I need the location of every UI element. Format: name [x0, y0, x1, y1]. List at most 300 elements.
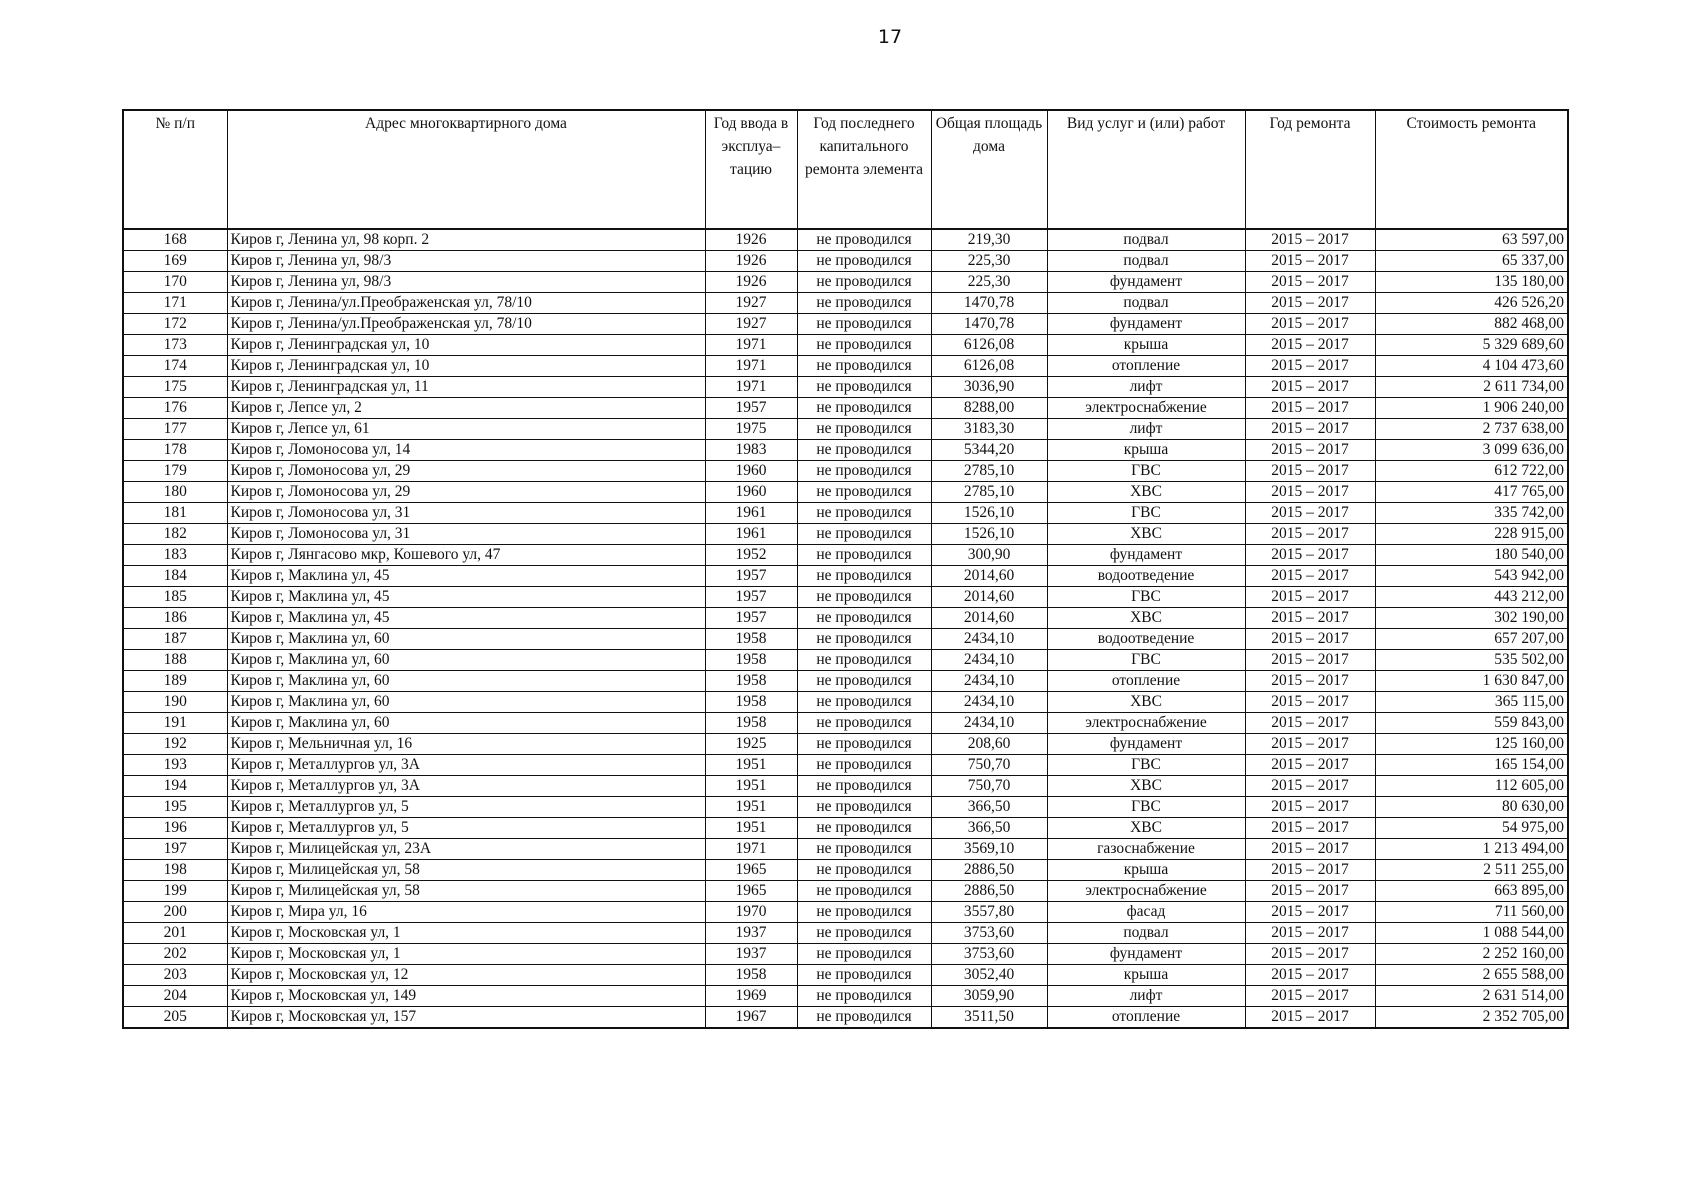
cell-work-type: ХВС [1047, 608, 1245, 629]
cell-cost: 559 843,00 [1375, 713, 1568, 734]
cell-year-built: 1957 [705, 608, 797, 629]
cell-year-built: 1961 [705, 503, 797, 524]
table-row [123, 356, 1568, 377]
cell-cost: 1 088 544,00 [1375, 923, 1568, 944]
cell-cost: 1 213 494,00 [1375, 839, 1568, 860]
cell-area: 1470,78 [931, 314, 1047, 335]
cell-cost: 2 611 734,00 [1375, 377, 1568, 398]
cell-last-repair: не проводился [797, 944, 931, 965]
cell-address: Киров г, Лепсе ул, 61 [227, 419, 705, 440]
cell-year-built: 1937 [705, 944, 797, 965]
cell-num: 168 [123, 229, 227, 251]
cell-num: 194 [123, 776, 227, 797]
table-row [123, 671, 1568, 692]
header-cost: Стоимость ремонта [1375, 110, 1568, 229]
cell-num: 196 [123, 818, 227, 839]
cell-num: 172 [123, 314, 227, 335]
cell-address: Киров г, Ломоносова ул, 31 [227, 524, 705, 545]
cell-address: Киров г, Металлургов ул, 5 [227, 797, 705, 818]
cell-cost: 535 502,00 [1375, 650, 1568, 671]
table-row [123, 965, 1568, 986]
cell-year-built: 1960 [705, 482, 797, 503]
cell-work-type: газоснабжение [1047, 839, 1245, 860]
cell-cost: 1 630 847,00 [1375, 671, 1568, 692]
cell-repair-year: 2015 – 2017 [1245, 482, 1375, 503]
cell-address: Киров г, Милицейская ул, 58 [227, 860, 705, 881]
cell-num: 190 [123, 692, 227, 713]
cell-year-built: 1937 [705, 923, 797, 944]
table-row [123, 461, 1568, 482]
cell-num: 174 [123, 356, 227, 377]
cell-repair-year: 2015 – 2017 [1245, 734, 1375, 755]
cell-work-type: ГВС [1047, 461, 1245, 482]
cell-work-type: ХВС [1047, 482, 1245, 503]
table-header [123, 110, 1568, 229]
cell-last-repair: не проводился [797, 986, 931, 1007]
table-row [123, 293, 1568, 314]
cell-repair-year: 2015 – 2017 [1245, 314, 1375, 335]
table-row [123, 650, 1568, 671]
cell-work-type: водоотведение [1047, 629, 1245, 650]
cell-work-type: отопление [1047, 1007, 1245, 1029]
cell-address: Киров г, Ленина/ул.Преображенская ул, 78/10 [227, 314, 705, 335]
cell-repair-year: 2015 – 2017 [1245, 986, 1375, 1007]
cell-year-built: 1965 [705, 860, 797, 881]
cell-repair-year: 2015 – 2017 [1245, 692, 1375, 713]
cell-year-built: 1960 [705, 461, 797, 482]
cell-work-type: фасад [1047, 902, 1245, 923]
cell-last-repair: не проводился [797, 272, 931, 293]
table-row [123, 272, 1568, 293]
cell-area: 3569,10 [931, 839, 1047, 860]
cell-work-type: крыша [1047, 440, 1245, 461]
cell-address: Киров г, Металлургов ул, 3А [227, 776, 705, 797]
cell-area: 3052,40 [931, 965, 1047, 986]
cell-area: 6126,08 [931, 335, 1047, 356]
table-row [123, 377, 1568, 398]
cell-work-type: ХВС [1047, 692, 1245, 713]
cell-repair-year: 2015 – 2017 [1245, 860, 1375, 881]
cell-num: 202 [123, 944, 227, 965]
cell-area: 208,60 [931, 734, 1047, 755]
cell-repair-year: 2015 – 2017 [1245, 608, 1375, 629]
cell-work-type: фундамент [1047, 314, 1245, 335]
table-row [123, 944, 1568, 965]
cell-repair-year: 2015 – 2017 [1245, 229, 1375, 251]
cell-work-type: подвал [1047, 251, 1245, 272]
cell-address: Киров г, Ломоносова ул, 29 [227, 482, 705, 503]
cell-last-repair: не проводился [797, 229, 931, 251]
cell-last-repair: не проводился [797, 797, 931, 818]
table-row [123, 314, 1568, 335]
cell-work-type: ГВС [1047, 755, 1245, 776]
cell-last-repair: не проводился [797, 965, 931, 986]
cell-area: 2014,60 [931, 566, 1047, 587]
cell-year-built: 1961 [705, 524, 797, 545]
cell-last-repair: не проводился [797, 482, 931, 503]
cell-cost: 443 212,00 [1375, 587, 1568, 608]
cell-year-built: 1957 [705, 566, 797, 587]
cell-num: 173 [123, 335, 227, 356]
cell-work-type: ГВС [1047, 503, 1245, 524]
cell-last-repair: не проводился [797, 755, 931, 776]
cell-cost: 125 160,00 [1375, 734, 1568, 755]
cell-repair-year: 2015 – 2017 [1245, 545, 1375, 566]
cell-repair-year: 2015 – 2017 [1245, 755, 1375, 776]
cell-address: Киров г, Мира ул, 16 [227, 902, 705, 923]
cell-last-repair: не проводился [797, 902, 931, 923]
cell-address: Киров г, Милицейская ул, 58 [227, 881, 705, 902]
cell-cost: 2 511 255,00 [1375, 860, 1568, 881]
cell-year-built: 1957 [705, 398, 797, 419]
cell-year-built: 1958 [705, 692, 797, 713]
table-row [123, 482, 1568, 503]
cell-last-repair: не проводился [797, 377, 931, 398]
cell-repair-year: 2015 – 2017 [1245, 251, 1375, 272]
cell-area: 2785,10 [931, 461, 1047, 482]
table-row [123, 587, 1568, 608]
cell-repair-year: 2015 – 2017 [1245, 629, 1375, 650]
cell-cost: 65 337,00 [1375, 251, 1568, 272]
cell-address: Киров г, Московская ул, 1 [227, 923, 705, 944]
cell-last-repair: не проводился [797, 503, 931, 524]
cell-work-type: крыша [1047, 860, 1245, 881]
cell-year-built: 1971 [705, 335, 797, 356]
cell-last-repair: не проводился [797, 440, 931, 461]
cell-last-repair: не проводился [797, 587, 931, 608]
cell-num: 201 [123, 923, 227, 944]
cell-work-type: ХВС [1047, 524, 1245, 545]
cell-num: 192 [123, 734, 227, 755]
cell-work-type: отопление [1047, 671, 1245, 692]
cell-last-repair: не проводился [797, 335, 931, 356]
cell-address: Киров г, Ленина ул, 98/3 [227, 272, 705, 293]
cell-last-repair: не проводился [797, 629, 931, 650]
table-row [123, 608, 1568, 629]
table-row [123, 566, 1568, 587]
cell-area: 3557,80 [931, 902, 1047, 923]
cell-repair-year: 2015 – 2017 [1245, 881, 1375, 902]
cell-area: 3511,50 [931, 1007, 1047, 1029]
cell-address: Киров г, Металлургов ул, 5 [227, 818, 705, 839]
cell-repair-year: 2015 – 2017 [1245, 566, 1375, 587]
cell-address: Киров г, Ленина ул, 98/3 [227, 251, 705, 272]
cell-area: 2886,50 [931, 881, 1047, 902]
cell-last-repair: не проводился [797, 1007, 931, 1029]
table-body [123, 229, 1568, 1028]
cell-work-type: ГВС [1047, 587, 1245, 608]
cell-year-built: 1951 [705, 776, 797, 797]
cell-num: 189 [123, 671, 227, 692]
cell-num: 204 [123, 986, 227, 1007]
cell-address: Киров г, Ломоносова ул, 14 [227, 440, 705, 461]
header-address: Адрес многоквартирного дома [227, 110, 705, 229]
cell-work-type: отопление [1047, 356, 1245, 377]
cell-repair-year: 2015 – 2017 [1245, 503, 1375, 524]
cell-last-repair: не проводился [797, 734, 931, 755]
cell-address: Киров г, Московская ул, 157 [227, 1007, 705, 1029]
cell-work-type: фундамент [1047, 944, 1245, 965]
cell-repair-year: 2015 – 2017 [1245, 1007, 1375, 1029]
cell-work-type: водоотведение [1047, 566, 1245, 587]
table-row [123, 860, 1568, 881]
cell-last-repair: не проводился [797, 839, 931, 860]
cell-last-repair: не проводился [797, 251, 931, 272]
table-row [123, 440, 1568, 461]
cell-last-repair: не проводился [797, 650, 931, 671]
cell-area: 1470,78 [931, 293, 1047, 314]
cell-address: Киров г, Маклина ул, 60 [227, 650, 705, 671]
header-last-repair: Год последнего капитального ремонта элемента [797, 110, 931, 229]
cell-repair-year: 2015 – 2017 [1245, 902, 1375, 923]
cell-address: Киров г, Московская ул, 1 [227, 944, 705, 965]
cell-cost: 657 207,00 [1375, 629, 1568, 650]
cell-cost: 54 975,00 [1375, 818, 1568, 839]
cell-num: 170 [123, 272, 227, 293]
cell-last-repair: не проводился [797, 545, 931, 566]
cell-area: 3753,60 [931, 923, 1047, 944]
cell-area: 5344,20 [931, 440, 1047, 461]
cell-cost: 882 468,00 [1375, 314, 1568, 335]
cell-repair-year: 2015 – 2017 [1245, 377, 1375, 398]
cell-cost: 63 597,00 [1375, 229, 1568, 251]
cell-year-built: 1983 [705, 440, 797, 461]
cell-year-built: 1957 [705, 587, 797, 608]
cell-area: 366,50 [931, 797, 1047, 818]
cell-cost: 417 765,00 [1375, 482, 1568, 503]
table-row [123, 335, 1568, 356]
cell-last-repair: не проводился [797, 608, 931, 629]
cell-cost: 302 190,00 [1375, 608, 1568, 629]
table-row [123, 1007, 1568, 1029]
cell-address: Киров г, Ломоносова ул, 31 [227, 503, 705, 524]
cell-year-built: 1975 [705, 419, 797, 440]
cell-year-built: 1970 [705, 902, 797, 923]
cell-last-repair: не проводился [797, 419, 931, 440]
cell-repair-year: 2015 – 2017 [1245, 839, 1375, 860]
cell-area: 300,90 [931, 545, 1047, 566]
table-row [123, 755, 1568, 776]
cell-area: 6126,08 [931, 356, 1047, 377]
cell-num: 177 [123, 419, 227, 440]
cell-repair-year: 2015 – 2017 [1245, 419, 1375, 440]
header-repair-year: Год ремонта [1245, 110, 1375, 229]
table-row [123, 902, 1568, 923]
cell-address: Киров г, Маклина ул, 45 [227, 587, 705, 608]
cell-cost: 2 252 160,00 [1375, 944, 1568, 965]
cell-work-type: электроснабжение [1047, 713, 1245, 734]
cell-repair-year: 2015 – 2017 [1245, 713, 1375, 734]
cell-num: 187 [123, 629, 227, 650]
cell-cost: 543 942,00 [1375, 566, 1568, 587]
cell-year-built: 1926 [705, 251, 797, 272]
cell-num: 198 [123, 860, 227, 881]
cell-work-type: подвал [1047, 923, 1245, 944]
cell-area: 2434,10 [931, 692, 1047, 713]
cell-area: 2434,10 [931, 629, 1047, 650]
cell-repair-year: 2015 – 2017 [1245, 398, 1375, 419]
cell-repair-year: 2015 – 2017 [1245, 965, 1375, 986]
cell-cost: 2 655 588,00 [1375, 965, 1568, 986]
cell-cost: 612 722,00 [1375, 461, 1568, 482]
table-row [123, 839, 1568, 860]
table-row [123, 713, 1568, 734]
cell-last-repair: не проводился [797, 881, 931, 902]
cell-repair-year: 2015 – 2017 [1245, 923, 1375, 944]
cell-repair-year: 2015 – 2017 [1245, 293, 1375, 314]
cell-last-repair: не проводился [797, 398, 931, 419]
cell-year-built: 1926 [705, 272, 797, 293]
cell-work-type: ХВС [1047, 776, 1245, 797]
cell-year-built: 1965 [705, 881, 797, 902]
cell-cost: 80 630,00 [1375, 797, 1568, 818]
cell-year-built: 1925 [705, 734, 797, 755]
cell-year-built: 1952 [705, 545, 797, 566]
table-row [123, 986, 1568, 1007]
cell-cost: 663 895,00 [1375, 881, 1568, 902]
cell-cost: 4 104 473,60 [1375, 356, 1568, 377]
cell-repair-year: 2015 – 2017 [1245, 272, 1375, 293]
cell-last-repair: не проводился [797, 923, 931, 944]
cell-year-built: 1971 [705, 377, 797, 398]
cell-work-type: подвал [1047, 229, 1245, 251]
cell-num: 199 [123, 881, 227, 902]
cell-address: Киров г, Ленинградская ул, 10 [227, 356, 705, 377]
cell-address: Киров г, Маклина ул, 60 [227, 692, 705, 713]
cell-repair-year: 2015 – 2017 [1245, 461, 1375, 482]
cell-num: 195 [123, 797, 227, 818]
cell-num: 191 [123, 713, 227, 734]
table-row [123, 545, 1568, 566]
table-row [123, 818, 1568, 839]
cell-year-built: 1951 [705, 755, 797, 776]
cell-address: Киров г, Ломоносова ул, 29 [227, 461, 705, 482]
header-num: № п/п [123, 110, 227, 229]
cell-num: 181 [123, 503, 227, 524]
cell-area: 3059,90 [931, 986, 1047, 1007]
cell-num: 176 [123, 398, 227, 419]
cell-year-built: 1971 [705, 356, 797, 377]
table-row [123, 629, 1568, 650]
cell-num: 178 [123, 440, 227, 461]
cell-cost: 135 180,00 [1375, 272, 1568, 293]
table-row [123, 251, 1568, 272]
cell-area: 750,70 [931, 755, 1047, 776]
cell-num: 179 [123, 461, 227, 482]
cell-cost: 1 906 240,00 [1375, 398, 1568, 419]
cell-cost: 112 605,00 [1375, 776, 1568, 797]
cell-work-type: ГВС [1047, 797, 1245, 818]
cell-area: 1526,10 [931, 524, 1047, 545]
cell-last-repair: не проводился [797, 356, 931, 377]
header-area: Общая площадь дома [931, 110, 1047, 229]
cell-cost: 5 329 689,60 [1375, 335, 1568, 356]
cell-repair-year: 2015 – 2017 [1245, 650, 1375, 671]
cell-num: 182 [123, 524, 227, 545]
cell-address: Киров г, Ленина ул, 98 корп. 2 [227, 229, 705, 251]
cell-repair-year: 2015 – 2017 [1245, 335, 1375, 356]
cell-num: 180 [123, 482, 227, 503]
cell-address: Киров г, Ленина/ул.Преображенская ул, 78/10 [227, 293, 705, 314]
cell-area: 225,30 [931, 272, 1047, 293]
cell-address: Киров г, Московская ул, 149 [227, 986, 705, 1007]
cell-work-type: лифт [1047, 419, 1245, 440]
header-row [123, 110, 1568, 229]
cell-repair-year: 2015 – 2017 [1245, 587, 1375, 608]
table-row [123, 503, 1568, 524]
table-row [123, 524, 1568, 545]
cell-cost: 711 560,00 [1375, 902, 1568, 923]
cell-num: 169 [123, 251, 227, 272]
cell-cost: 2 352 705,00 [1375, 1007, 1568, 1029]
table-row [123, 881, 1568, 902]
cell-address: Киров г, Лянгасово мкр, Кошевого ул, 47 [227, 545, 705, 566]
cell-address: Киров г, Мельничная ул, 16 [227, 734, 705, 755]
cell-repair-year: 2015 – 2017 [1245, 776, 1375, 797]
cell-last-repair: не проводился [797, 461, 931, 482]
cell-year-built: 1958 [705, 671, 797, 692]
cell-area: 8288,00 [931, 398, 1047, 419]
cell-cost: 335 742,00 [1375, 503, 1568, 524]
cell-area: 3753,60 [931, 944, 1047, 965]
table-row [123, 229, 1568, 251]
cell-year-built: 1958 [705, 965, 797, 986]
cell-address: Киров г, Лепсе ул, 2 [227, 398, 705, 419]
cell-num: 184 [123, 566, 227, 587]
cell-work-type: лифт [1047, 377, 1245, 398]
cell-work-type: электроснабжение [1047, 398, 1245, 419]
cell-address: Киров г, Московская ул, 12 [227, 965, 705, 986]
header-year-built: Год ввода в эксплуа–тацию [705, 110, 797, 229]
cell-cost: 2 737 638,00 [1375, 419, 1568, 440]
cell-year-built: 1958 [705, 650, 797, 671]
cell-address: Киров г, Маклина ул, 60 [227, 629, 705, 650]
cell-work-type: электроснабжение [1047, 881, 1245, 902]
cell-num: 188 [123, 650, 227, 671]
cell-area: 2785,10 [931, 482, 1047, 503]
cell-num: 200 [123, 902, 227, 923]
cell-cost: 2 631 514,00 [1375, 986, 1568, 1007]
header-work-type: Вид услуг и (или) работ [1047, 110, 1245, 229]
cell-area: 3036,90 [931, 377, 1047, 398]
cell-cost: 165 154,00 [1375, 755, 1568, 776]
cell-work-type: ГВС [1047, 650, 1245, 671]
cell-num: 197 [123, 839, 227, 860]
cell-num: 203 [123, 965, 227, 986]
cell-work-type: крыша [1047, 965, 1245, 986]
cell-address: Киров г, Маклина ул, 60 [227, 713, 705, 734]
cell-num: 183 [123, 545, 227, 566]
cell-area: 366,50 [931, 818, 1047, 839]
cell-cost: 426 526,20 [1375, 293, 1568, 314]
cell-work-type: лифт [1047, 986, 1245, 1007]
cell-area: 2434,10 [931, 671, 1047, 692]
cell-area: 225,30 [931, 251, 1047, 272]
cell-year-built: 1951 [705, 797, 797, 818]
cell-year-built: 1969 [705, 986, 797, 1007]
cell-last-repair: не проводился [797, 860, 931, 881]
cell-repair-year: 2015 – 2017 [1245, 797, 1375, 818]
cell-area: 2014,60 [931, 587, 1047, 608]
cell-last-repair: не проводился [797, 671, 931, 692]
cell-repair-year: 2015 – 2017 [1245, 818, 1375, 839]
cell-address: Киров г, Маклина ул, 45 [227, 566, 705, 587]
cell-repair-year: 2015 – 2017 [1245, 524, 1375, 545]
table-row [123, 734, 1568, 755]
cell-repair-year: 2015 – 2017 [1245, 671, 1375, 692]
cell-address: Киров г, Ленинградская ул, 11 [227, 377, 705, 398]
cell-num: 175 [123, 377, 227, 398]
